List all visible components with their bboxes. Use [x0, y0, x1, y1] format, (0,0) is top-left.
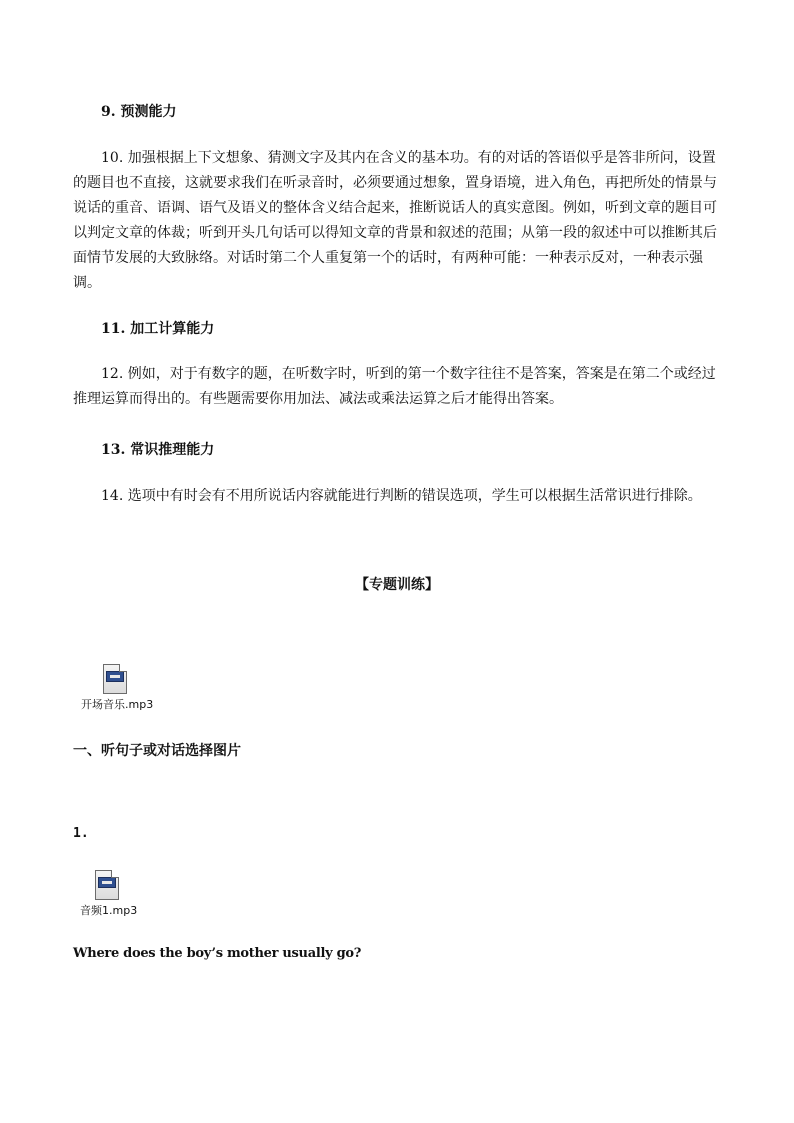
- heading-prediction: 9. 预测能力: [101, 104, 177, 120]
- special-training-title: 【专题训练】: [355, 577, 439, 593]
- heading-common-sense: 13. 常识推理能力: [101, 442, 215, 458]
- question-text: Where does the boy’s mother usually go?: [73, 946, 362, 961]
- attachment-audio1[interactable]: [80, 870, 200, 918]
- attachment-name: 开场音乐.mp3: [81, 698, 154, 711]
- paragraph-14: 14. 选项中有时会有不用所说话内容就能进行判断的错误选项，学生可以根据生活常识进行排除。: [101, 488, 702, 504]
- audio-file-icon: [95, 870, 119, 900]
- attachment-name: 音频1.mp3: [80, 904, 138, 917]
- section-title: 一、听句子或对话选择图片: [73, 743, 241, 759]
- paragraph-10: 10. 加强根据上下文想象、猜测文字及其内在含义的基本功。有的对话的答语似乎是答非所问，设置的题目也不直接，这就要求我们在听录音时，必须要通过想象，置身语境，进入角色，再把所处的情景与说话的重音、语调、语气及语义的整体含义结合起来，推断说话人的真实意图。例如，听到文章的题目可以判定文章的体裁；听到开头几句话可以得知文章的背景和叙述的范围；从第一段的叙述中可以推断其后面情节发展的大致脉络。对话时第二个人重复第一个的话时，有两种可能：一种表示反对，一种表示强调。: [73, 150, 717, 291]
- question-number: 1.: [73, 826, 89, 841]
- heading-processing: 11. 加工计算能力: [101, 321, 215, 337]
- audio-file-icon: [103, 664, 127, 694]
- paragraph-12: 12. 例如，对于有数字的题，在听数字时，听到的第一个数字往往不是答案，答案是在第二个或经过推理运算而得出的。有些题需要你用加法、减法或乘法运算之后才能得出答案。: [73, 366, 716, 407]
- attachment-opening-music[interactable]: [81, 664, 201, 712]
